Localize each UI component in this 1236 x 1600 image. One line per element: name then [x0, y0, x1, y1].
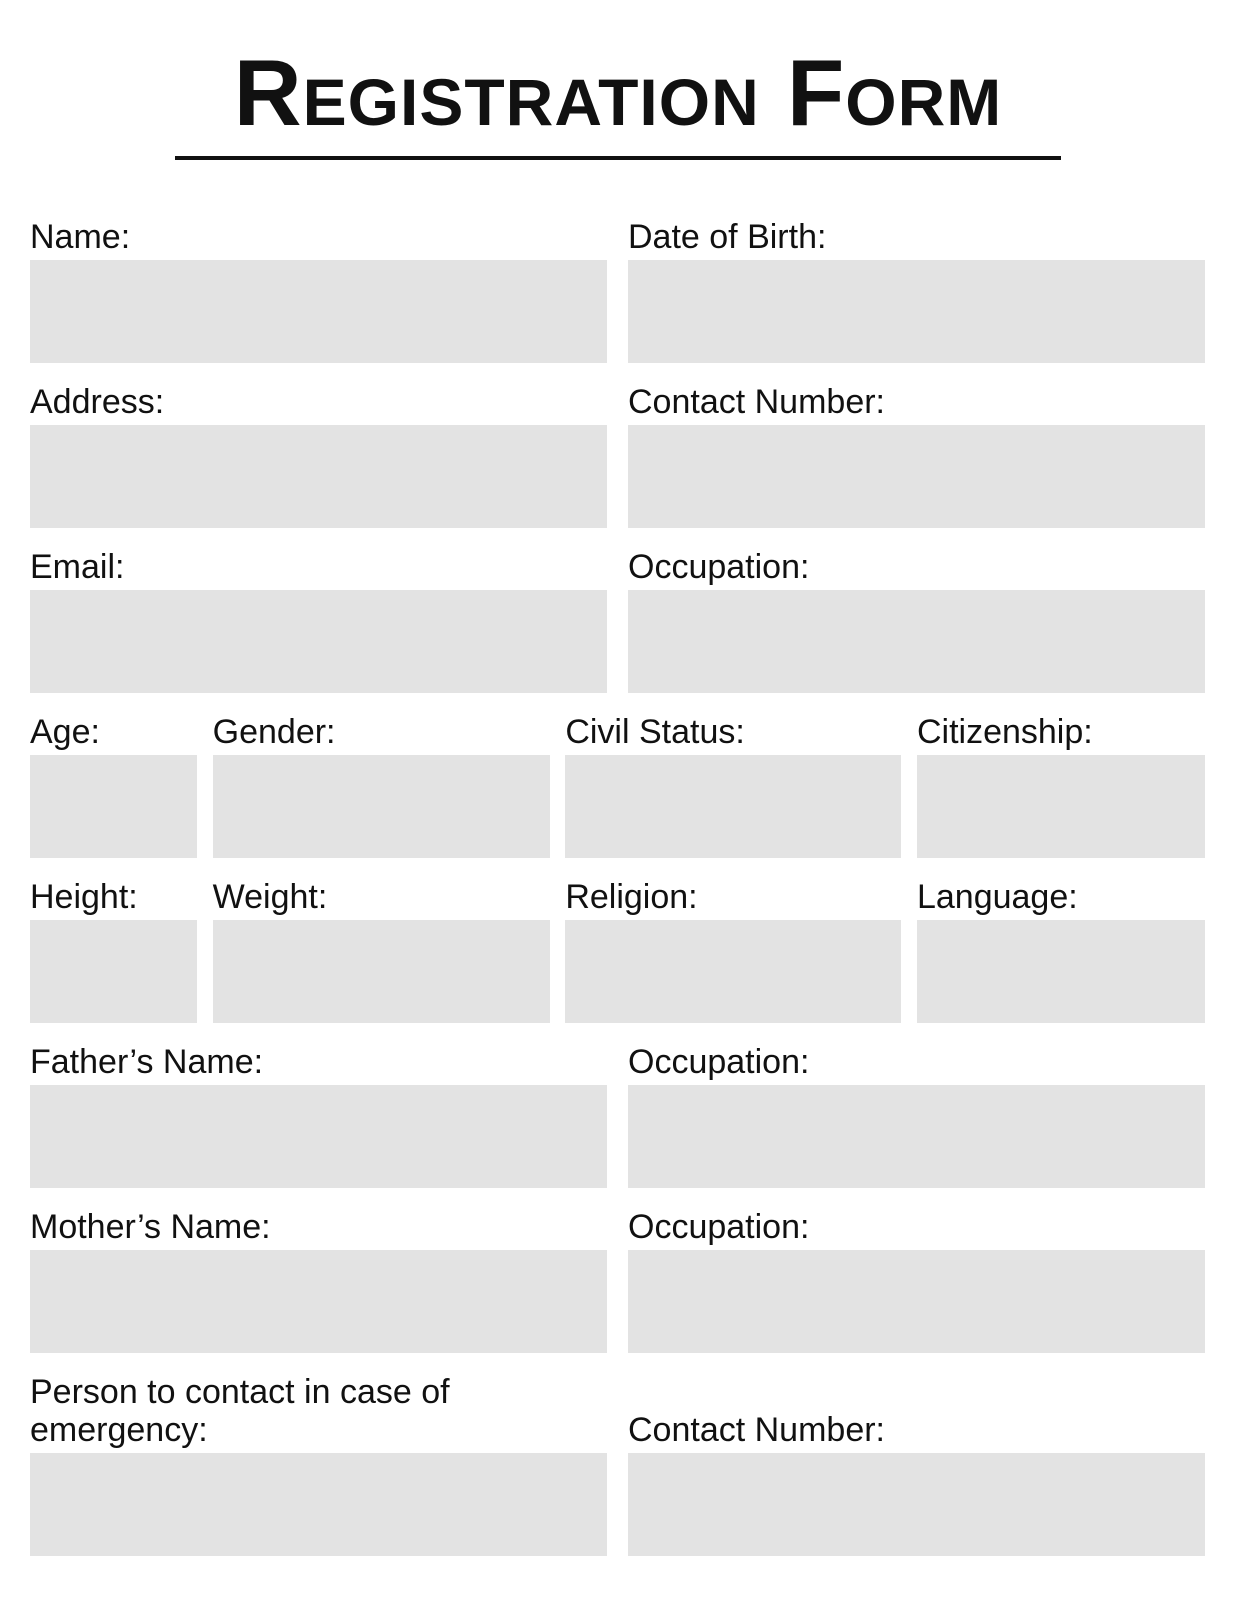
form-row: [30, 218, 1205, 363]
registration-form: [30, 218, 1205, 1556]
language-input[interactable]: [917, 920, 1205, 1023]
contact-number-input[interactable]: [628, 425, 1205, 528]
gender-input[interactable]: [213, 755, 550, 858]
field-occupation: [628, 548, 1205, 693]
citizenship-input[interactable]: [917, 755, 1205, 858]
field-language: [917, 878, 1205, 1023]
occupation-input[interactable]: [628, 590, 1205, 693]
religion-input[interactable]: [565, 920, 901, 1023]
field-label-email: Email:: [30, 548, 125, 586]
field-height: [30, 878, 197, 1023]
email-input[interactable]: [30, 590, 607, 693]
form-row: [30, 383, 1205, 528]
field-name: [30, 218, 607, 363]
emergency-contact-number-input[interactable]: [628, 1453, 1205, 1556]
emergency-contact-person-input[interactable]: [30, 1453, 607, 1556]
page-title: Registration Form: [233, 40, 1003, 145]
field-email: [30, 548, 607, 693]
mother-occupation-input[interactable]: [628, 1250, 1205, 1353]
form-row: [30, 1043, 1205, 1188]
field-label-name: Name:: [30, 218, 131, 256]
field-weight: [213, 878, 550, 1023]
address-input[interactable]: [30, 425, 607, 528]
field-label-religion: Religion:: [565, 878, 698, 916]
field-mother-occupation: [628, 1208, 1205, 1353]
mothers-name-input[interactable]: [30, 1250, 607, 1353]
form-row: [30, 1208, 1205, 1353]
field-label-fathers-name: Father’s Name:: [30, 1043, 264, 1081]
field-label-weight: Weight:: [212, 878, 328, 916]
field-label-civil-status: Civil Status:: [565, 713, 745, 751]
form-row: [30, 548, 1205, 693]
father-occupation-input[interactable]: [628, 1085, 1205, 1188]
field-citizenship: [917, 713, 1205, 858]
field-emergency-contact-person: [30, 1373, 607, 1556]
field-label-emergency-contact-person: Person to contact in case of emergency:: [30, 1373, 450, 1449]
height-input[interactable]: [30, 920, 197, 1023]
field-mothers-name: [30, 1208, 607, 1353]
date-of-birth-input[interactable]: [628, 260, 1205, 363]
field-civil-status: [565, 713, 901, 858]
form-row: [30, 1373, 1205, 1556]
form-row: [30, 878, 1205, 1023]
field-label-father-occupation: Occupation:: [628, 1043, 810, 1081]
weight-input[interactable]: [213, 920, 550, 1023]
field-label-emergency-contact-number: Contact Number:: [628, 1411, 885, 1449]
field-label-mother-occupation: Occupation:: [628, 1208, 810, 1246]
field-label-age: Age:: [30, 713, 100, 751]
field-label-citizenship: Citizenship:: [916, 713, 1093, 751]
field-label-mothers-name: Mother’s Name:: [30, 1208, 271, 1246]
name-input[interactable]: [30, 260, 607, 363]
title-underline: [175, 156, 1061, 160]
field-label-height: Height:: [30, 878, 138, 916]
field-label-contact-number: Contact Number:: [628, 383, 885, 421]
field-emergency-contact-number: [628, 1373, 1205, 1556]
field-father-occupation: [628, 1043, 1205, 1188]
form-row: [30, 713, 1205, 858]
field-gender: [213, 713, 550, 858]
field-age: [30, 713, 197, 858]
field-contact-number: [628, 383, 1205, 528]
age-input[interactable]: [30, 755, 197, 858]
field-date-of-birth: [628, 218, 1205, 363]
field-label-date-of-birth: Date of Birth:: [628, 218, 827, 256]
field-label-address: Address:: [30, 383, 165, 421]
fathers-name-input[interactable]: [30, 1085, 607, 1188]
field-fathers-name: [30, 1043, 607, 1188]
civil-status-input[interactable]: [565, 755, 901, 858]
field-religion: [565, 878, 901, 1023]
field-label-language: Language:: [916, 878, 1078, 916]
field-label-occupation: Occupation:: [628, 548, 810, 586]
field-label-gender: Gender:: [212, 713, 336, 751]
field-address: [30, 383, 607, 528]
